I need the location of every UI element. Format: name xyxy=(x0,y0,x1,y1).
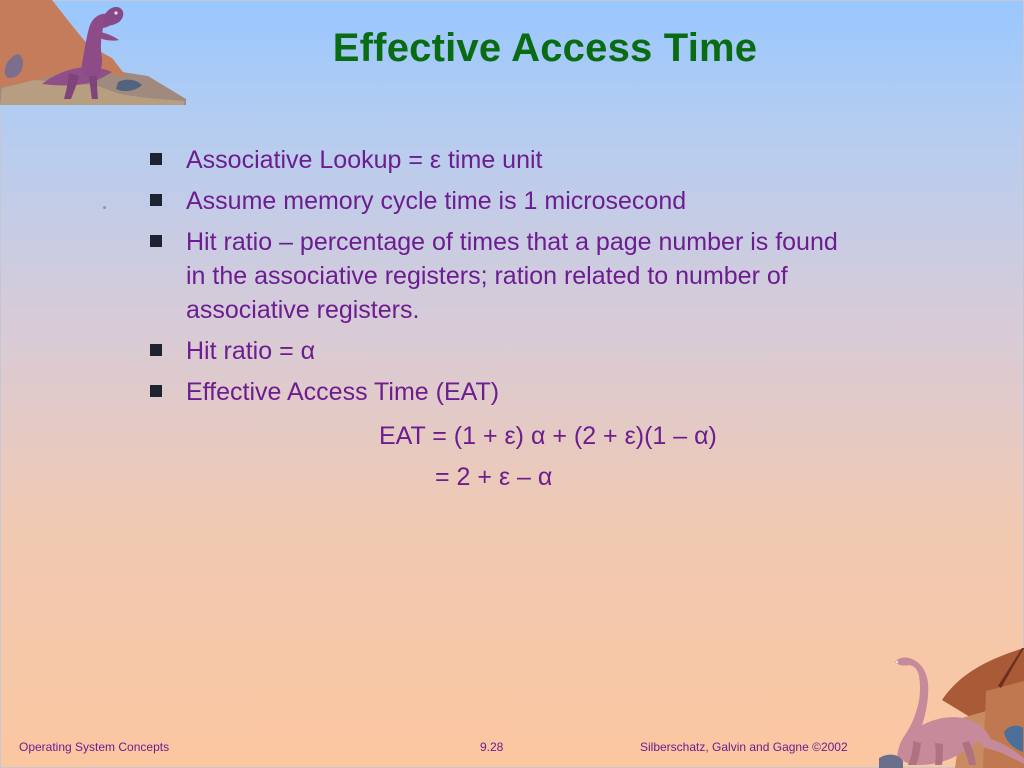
footer-copyright: Silberschatz, Galvin and Gagne ©2002 xyxy=(640,740,848,754)
eat-formula-line-2: = 2 + ε – α xyxy=(435,463,553,491)
bullet-item xyxy=(148,143,848,177)
bullet-item xyxy=(148,375,848,409)
bullet-square-icon xyxy=(150,153,162,165)
footer-course-title: Operating System Concepts xyxy=(19,740,170,754)
bullet-square-icon xyxy=(150,235,162,247)
bullet-square-icon xyxy=(150,344,162,356)
top-dinosaur-illustration xyxy=(0,0,190,105)
bullet-text: Hit ratio = α xyxy=(186,337,316,365)
bullet-item xyxy=(148,334,848,368)
bullet-item xyxy=(148,184,848,218)
bullet-text: Effective Access Time (EAT) xyxy=(186,378,500,406)
bullet-square-icon xyxy=(150,194,162,206)
eat-formula-line-1: EAT = (1 + ε) α + (2 + ε)(1 – α) xyxy=(379,422,717,450)
bottom-dinosaur-illustration xyxy=(879,648,1024,768)
bullet-item xyxy=(148,225,848,327)
bullet-text: Hit ratio – percentage of times that a page number is found in the associative registers; ration related to number of associative registers. xyxy=(186,228,838,324)
bullet-list xyxy=(148,143,848,416)
small-dot xyxy=(103,206,106,209)
slide-title: Effective Access Time xyxy=(332,26,758,70)
bullet-text: Associative Lookup = ε time unit xyxy=(186,146,543,174)
bullet-text: Assume memory cycle time is 1 microsecond xyxy=(186,187,687,215)
bullet-square-icon xyxy=(150,385,162,397)
footer-slide-number: 9.28 xyxy=(480,740,504,754)
